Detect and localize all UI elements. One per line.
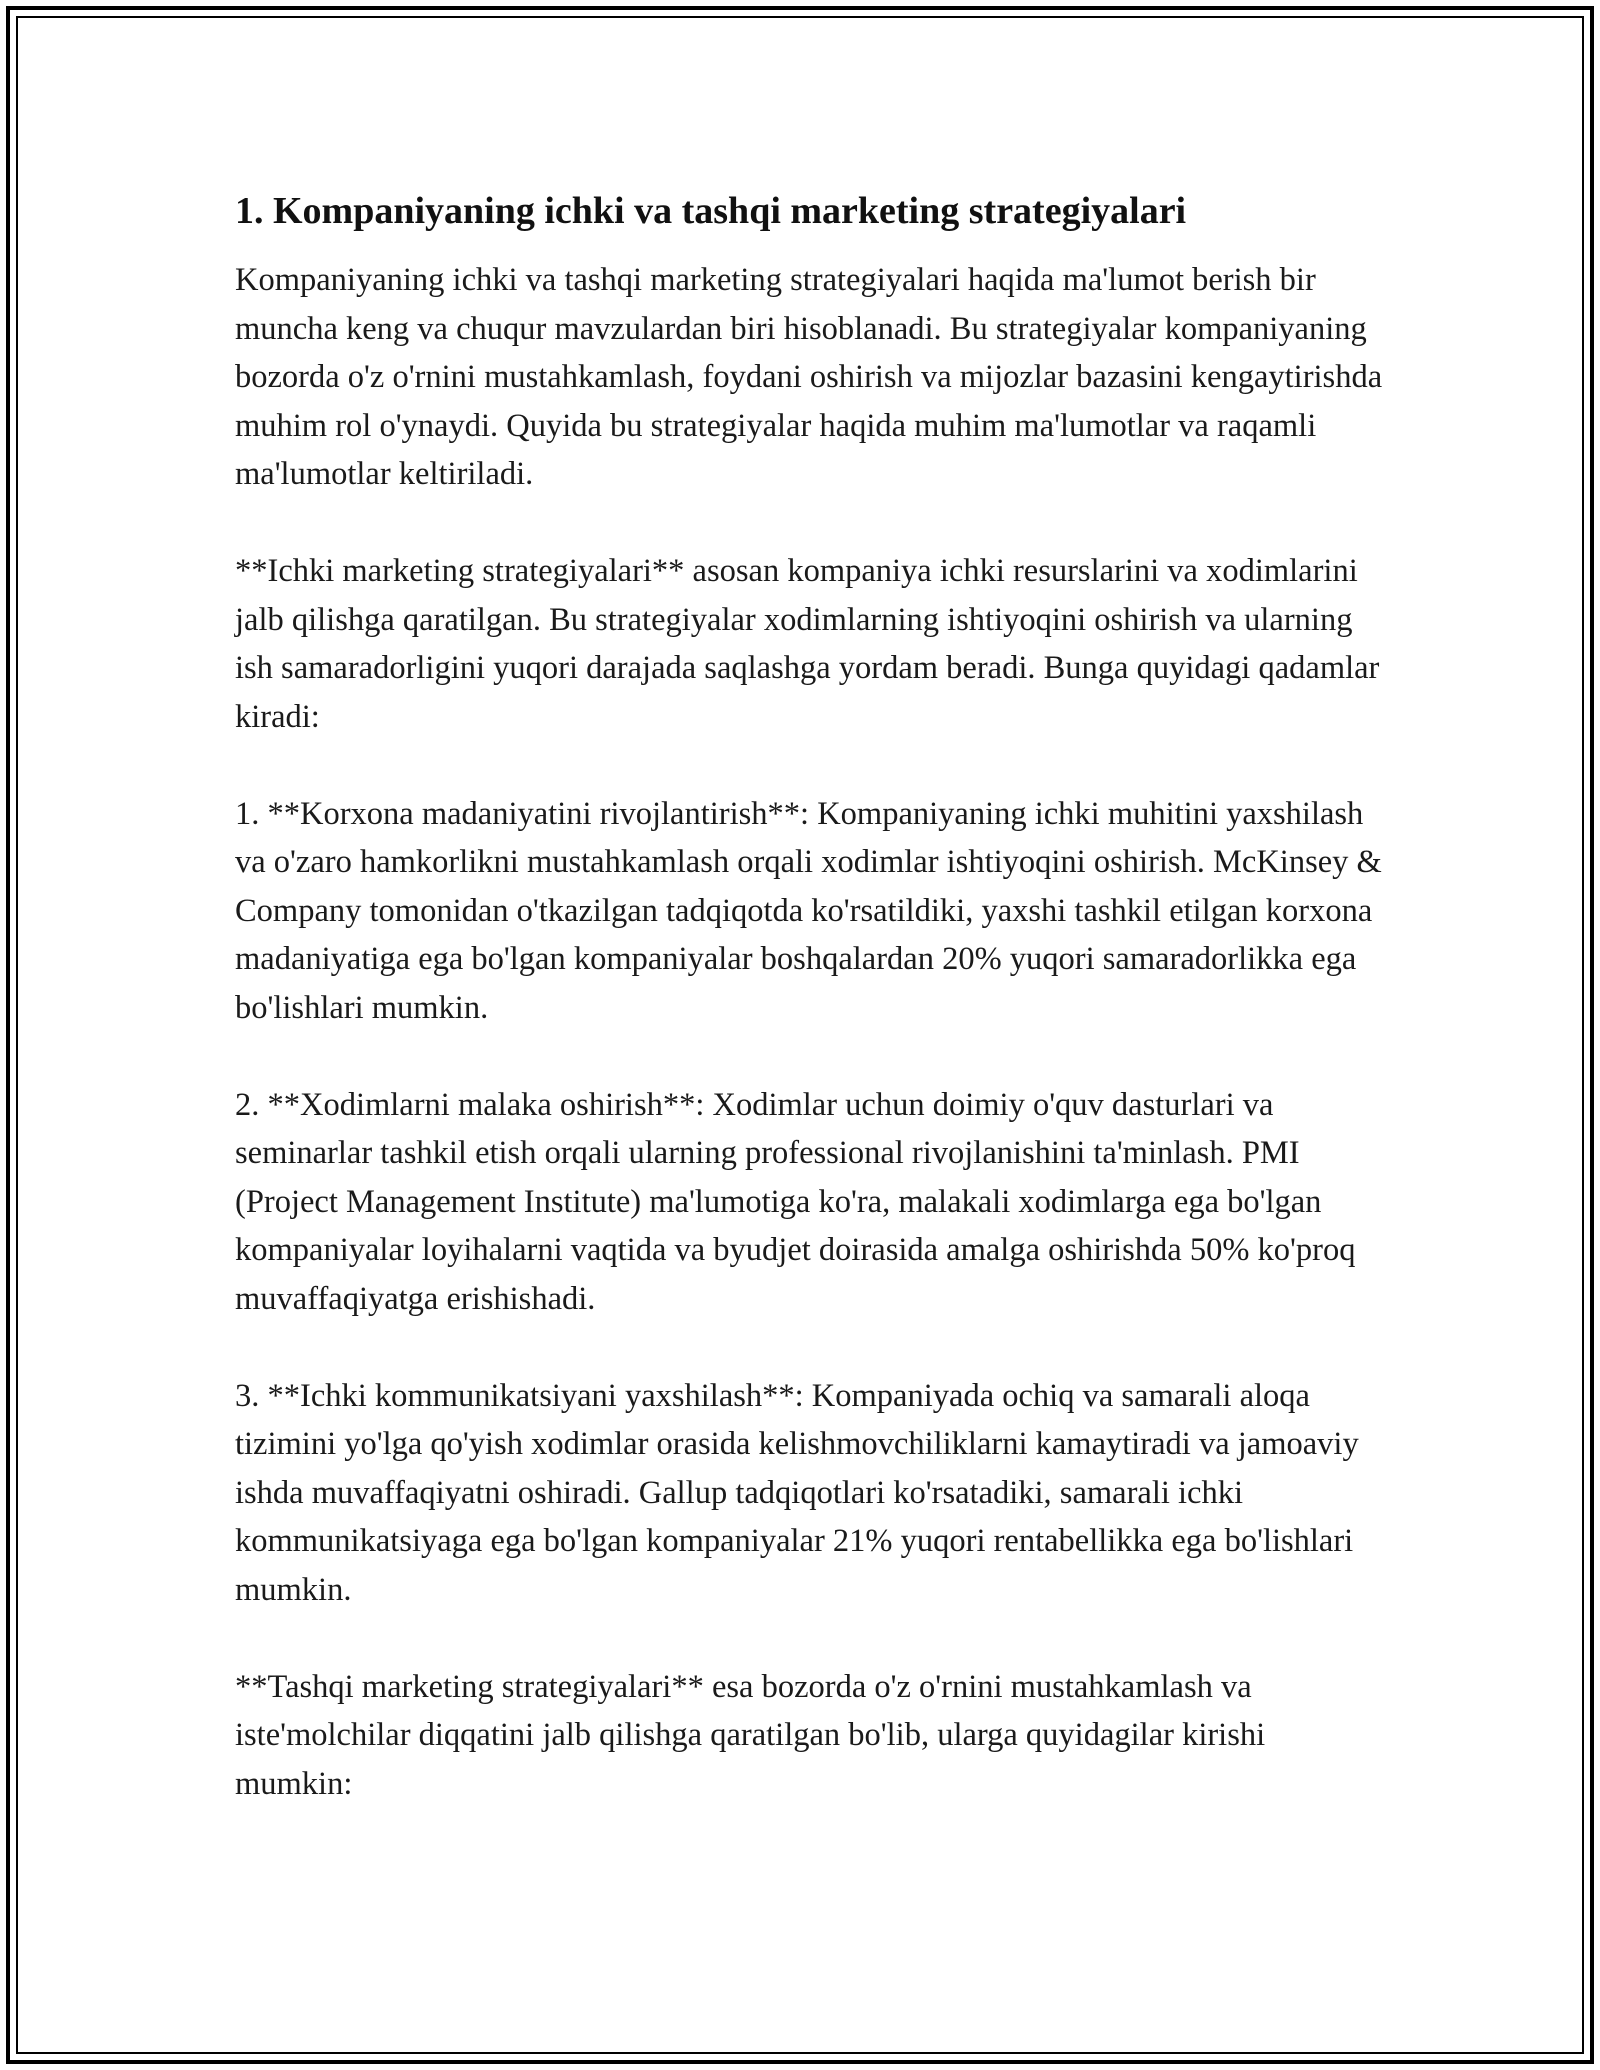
paragraph-internal-marketing: **Ichki marketing strategiyalari** asosan kompaniya ichki resurslarini va xodimlarini jalb qilishga qaratilgan. Bu strategiyalar xodimlarning ishtiyoqini oshirish va ularning ish samaradorligini yuqori darajada saqlashga yordam beradi. Bunga quyidagi qadamlar kiradi: xyxy=(235,553,1380,735)
document-title: 1. Kompaniyaning ichki va tashqi marketing strategiyalari xyxy=(235,190,1187,232)
document-body xyxy=(235,186,1385,1857)
paragraph-item-2-staff-training: 2. **Xodimlarni malaka oshirish**: Xodimlar uchun doimiy o'quv dasturlari va seminarlar tashkil etish orqali ularning professional rivojlanishini ta'minlash. PMI (Project Management Institute) ma'lumotiga ko'ra, malakali xodimlarga ega bo'lgan kompaniyalar loyihalarni vaqtida va byudjet doirasida amalga oshirishda 50% ko'proq muvaffaqiyatga erishishadi. xyxy=(235,1086,1356,1317)
paragraph-intro: Kompaniyaning ichki va tashqi marketing strategiyalari haqida ma'lumot berish bir muncha keng va chuqur mavzulardan biri hisoblanadi. Bu strategiyalar kompaniyaning bozorda o'z o'rnini mustahkamlash, foydani oshirish va mijozlar bazasini kengaytirishda muhim rol o'ynaydi. Quyida bu strategiyalar haqida muhim ma'lumotlar va raqamli ma'lumotlar keltiriladi. xyxy=(235,262,1383,492)
paragraph-item-3-internal-communication: 3. **Ichki kommunikatsiyani yaxshilash**: Kompaniyada ochiq va samarali aloqa tizimini yo'lga qo'yish xodimlar orasida kelishmovchiliklarni kamaytiradi va jamoaviy ishda muvaffaqiyatni oshiradi. Gallup tadqiqotlari ko'rsatadiki, samarali ichki kommunikatsiyaga ega bo'lgan kompaniyalar 21% yuqori rentabellikka ega bo'lishlari mumkin. xyxy=(235,1377,1359,1608)
paragraph-external-marketing: **Tashqi marketing strategiyalari** esa bozorda o'z o'rnini mustahkamlash va iste'molchilar diqqatini jalb qilishga qaratilgan bo'lib, ularga quyidagilar kirishi mumkin: xyxy=(235,1668,1266,1802)
paragraph-item-1-corporate-culture: 1. **Korxona madaniyatini rivojlantirish**: Kompaniyaning ichki muhitini yaxshilash va o'zaro hamkorlikni mustahkamlash orqali xodimlar ishtiyoqini oshirish. McKinsey & Company tomonidan o'tkazilgan tadqiqotda ko'rsatildiki, yaxshi tashkil etilgan korxona madaniyatiga ega bo'lgan kompaniyalar boshqalardan 20% yuqori samaradorlikka ega bo'lishlari mumkin. xyxy=(235,795,1382,1026)
